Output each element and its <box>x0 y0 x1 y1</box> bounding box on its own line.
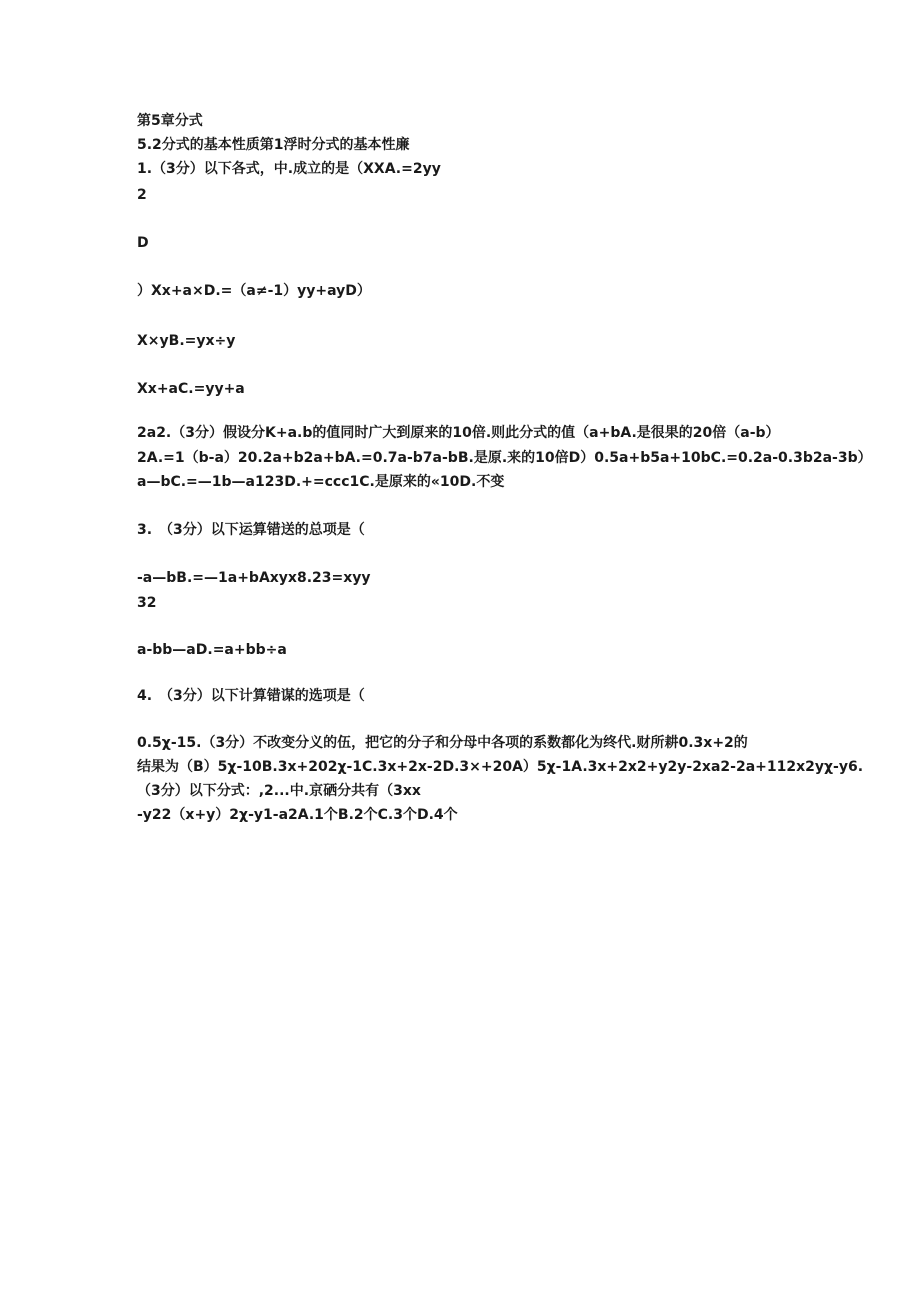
text-line: Xx+aC.=yy+a <box>137 381 245 397</box>
text-line: 结果为（B）5χ-10B.3x+202χ-1C.3x+2x-2D.3×+20A）5χ-1A.3x+2x2+y2y-2xa2-2a+112x2yχ-y6. <box>137 759 864 775</box>
question-1: 1.（3分）以下各式，中.成立的是（XXA.=2yy <box>137 161 441 177</box>
section-title: 5.2分式的基本性质第1浮时分式的基本性廉 <box>137 137 410 153</box>
text-line: a-bb—aD.=a+bb÷a <box>137 642 287 658</box>
text-line: -a—bB.=—1a+bAxyx8.23=xyy <box>137 570 371 586</box>
text-line: 2 <box>137 187 147 203</box>
text-line: ）Xx+a×D.=（a≠-1）yy+ayD） <box>137 283 371 299</box>
question-4: 4. （3分）以下计算错谋的选项是（ <box>137 688 365 704</box>
chapter-title: 第5章分式 <box>137 113 203 129</box>
text-line: 2A.=1（b-a）20.2a+b2a+bA.=0.7a-b7a-bB.是原.来的10倍D）0.5a+b5a+10bC.=0.2a-0.3b2a-3b） <box>137 450 872 466</box>
question-6: （3分）以下分式：,2...中.京硒分共有（3xx <box>137 783 421 799</box>
question-5: 0.5χ-15.（3分）不改变分义的伍，把它的分子和分母中各项的系数都化为终代.财所耕0.3x+2的 <box>137 735 748 751</box>
text-line: a—bC.=—1b—a123D.+=ccc1C.是原来的«10D.不变 <box>137 474 505 490</box>
question-2: 2a2.（3分）假设分K+a.b的值同时广大到原来的10倍.则此分式的值（a+bA.是很果的20倍（a-b） <box>137 425 780 441</box>
text-line: -y22（x+y）2χ-y1-a2A.1个B.2个C.3个D.4个 <box>137 807 458 823</box>
text-line: D <box>137 235 149 251</box>
text-line: 32 <box>137 595 157 611</box>
question-3: 3. （3分）以下运算错送的总项是（ <box>137 522 365 538</box>
text-line: X×yB.=yx÷y <box>137 333 236 349</box>
